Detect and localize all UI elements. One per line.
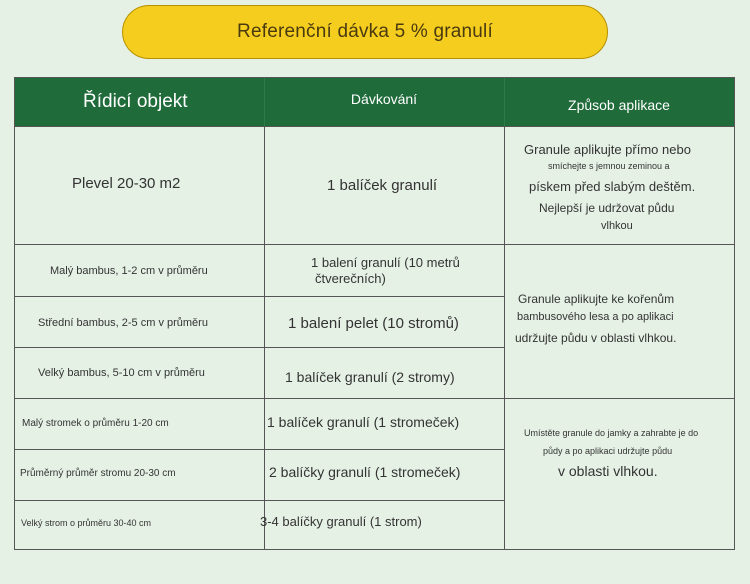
method-text-line: Nejlepší je udržovat půdu — [539, 201, 675, 215]
row-divider — [15, 126, 734, 127]
column-divider — [264, 126, 265, 549]
column-divider — [504, 126, 505, 549]
dosage-cell: 3-4 balíčky granulí (1 strom) — [260, 514, 422, 529]
row-divider — [15, 347, 504, 348]
object-cell: Malý bambus, 1-2 cm v průměru — [50, 265, 208, 277]
object-cell: Velký bambus, 5-10 cm v průměru — [38, 367, 205, 379]
header-divider — [264, 78, 265, 126]
header-cell-object — [15, 78, 264, 126]
dosage-table — [14, 77, 735, 550]
dosage-cell: 2 balíčky granulí (1 stromeček) — [269, 464, 461, 480]
title-banner — [122, 5, 608, 59]
header-divider — [504, 78, 505, 126]
dosage-cell-line: 1 balení granulí (10 metrů — [311, 255, 460, 270]
page-title: Referenční dávka 5 % granulí — [237, 21, 493, 42]
object-cell: Střední bambus, 2-5 cm v průměru — [38, 317, 208, 329]
header-method-label: Způsob aplikace — [568, 97, 670, 113]
method-text-line: bambusového lesa a po aplikaci — [517, 311, 674, 323]
method-text-line: pískem před slabým deštěm. — [529, 179, 696, 194]
method-text-line: v oblasti vlhkou. — [558, 463, 658, 479]
row-divider — [15, 500, 504, 501]
dosage-cell-line: čtverečních) — [315, 271, 386, 286]
object-cell: Plevel 20-30 m2 — [72, 175, 181, 192]
header-dosage-label: Dávkování — [350, 91, 418, 107]
object-cell: Průměrný průměr stromu 20-30 cm — [20, 468, 176, 479]
dosage-cell: 1 balíček granulí (2 stromy) — [285, 369, 455, 385]
object-cell: Malý stromek o průměru 1-20 cm — [22, 418, 169, 429]
method-text-line: Umístěte granule do jamky a zahrabte je do — [524, 428, 699, 438]
method-text-line: smíchejte s jemnou zeminou a — [548, 161, 670, 171]
method-text-line: udržujte půdu v oblasti vlhkou. — [515, 331, 677, 345]
method-text-line: vlhkou — [601, 220, 633, 232]
header-cell-method — [504, 78, 734, 126]
dosage-cell: 1 balíček granulí — [327, 177, 438, 194]
row-divider — [15, 296, 504, 297]
row-divider — [15, 398, 734, 399]
dosage-cell: 1 balíček granulí (1 stromeček) — [267, 414, 460, 430]
dosage-cell: 1 balení pelet (10 stromů) — [288, 315, 459, 332]
row-divider — [15, 244, 734, 245]
object-cell: Velký strom o průměru 30-40 cm — [21, 518, 152, 528]
method-text-line: Granule aplikujte přímo nebo — [524, 142, 691, 157]
row-divider — [15, 449, 504, 450]
header-object-label: Řídicí objekt — [83, 91, 188, 112]
method-text-line: půdy a po aplikaci udržujte půdu — [543, 446, 673, 456]
method-text-line: Granule aplikujte ke kořenům — [518, 292, 675, 306]
header-cell-dosage — [264, 78, 504, 126]
